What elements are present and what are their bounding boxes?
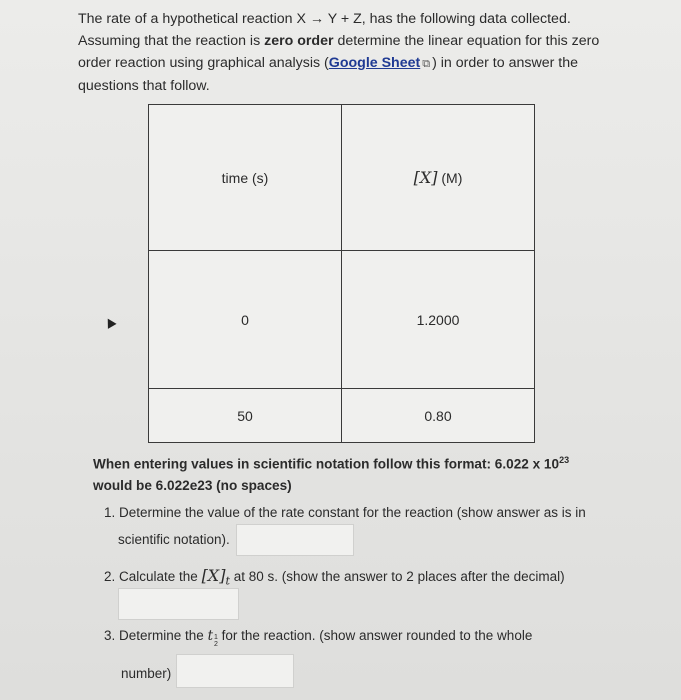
note-line-2: would be 6.022e23 (no spaces) [93, 477, 292, 493]
note-exponent: 23 [559, 455, 570, 465]
intro-text-1: The rate of a hypothetical reaction X → Y + Z, has the following data collected. Assuming that the reaction is [78, 11, 571, 49]
q3-half-fraction: 1 2 [214, 634, 218, 648]
cell-time-1 [149, 389, 342, 443]
q1-text-2: scientific notation). [118, 532, 230, 547]
header-time-label: time (s) [221, 169, 269, 186]
question-1 [104, 503, 604, 557]
header-time [149, 105, 342, 251]
q3-text-2: for the reaction. (show answer rounded to the whole [217, 628, 533, 643]
google-sheet-link[interactable]: Google Sheet [328, 55, 421, 71]
q2-subscript: t [225, 574, 230, 588]
q3-t-symbol: t [207, 628, 213, 644]
data-table [148, 104, 535, 443]
table-row [149, 389, 535, 443]
cell-conc-0 [342, 251, 535, 389]
cell-text: 50 [237, 407, 253, 424]
q3-text: 3. Determine the [104, 628, 208, 643]
scientific-notation-note [93, 450, 593, 496]
q2-x-symbol: [X] [201, 566, 226, 585]
header-concentration [342, 105, 535, 251]
q2-text-2: at 80 s. (show the answer to 2 places after the decimal) [229, 569, 565, 584]
q3-text-3: number) [121, 666, 172, 681]
cell-text: 1.2000 [416, 311, 460, 328]
note-line-1: When entering values in scientific notation follow this format: 6.022 x 10 [93, 456, 560, 472]
intro-text-2: determine the linear equation for this zero order reaction using graphical analysis ( [78, 33, 600, 71]
header-x-symbol: [X] [413, 168, 438, 187]
question-3-cont [121, 664, 171, 684]
table-header-row [149, 105, 535, 251]
cell-conc-1 [342, 389, 535, 443]
q1-text: 1. Determine the value of the rate constant for the reaction (show answer as is in [104, 505, 586, 520]
intro-text-3: ) in order to answer the questions that follow. [78, 55, 578, 94]
header-unit: (M) [441, 170, 463, 186]
intro-bold: zero order [264, 33, 334, 49]
external-link-icon: ⧉ [422, 58, 431, 70]
cell-text: 0.80 [424, 407, 452, 424]
q3-answer-input[interactable] [176, 654, 294, 688]
cell-text: 0 [241, 311, 249, 328]
q2-answer-input[interactable] [118, 588, 239, 620]
table-row [149, 251, 535, 389]
q1-answer-input[interactable] [236, 524, 354, 556]
intro-paragraph [78, 8, 618, 97]
question-3 [104, 626, 624, 648]
q2-text: 2. Calculate the [104, 569, 202, 584]
cell-time-0 [149, 251, 342, 389]
